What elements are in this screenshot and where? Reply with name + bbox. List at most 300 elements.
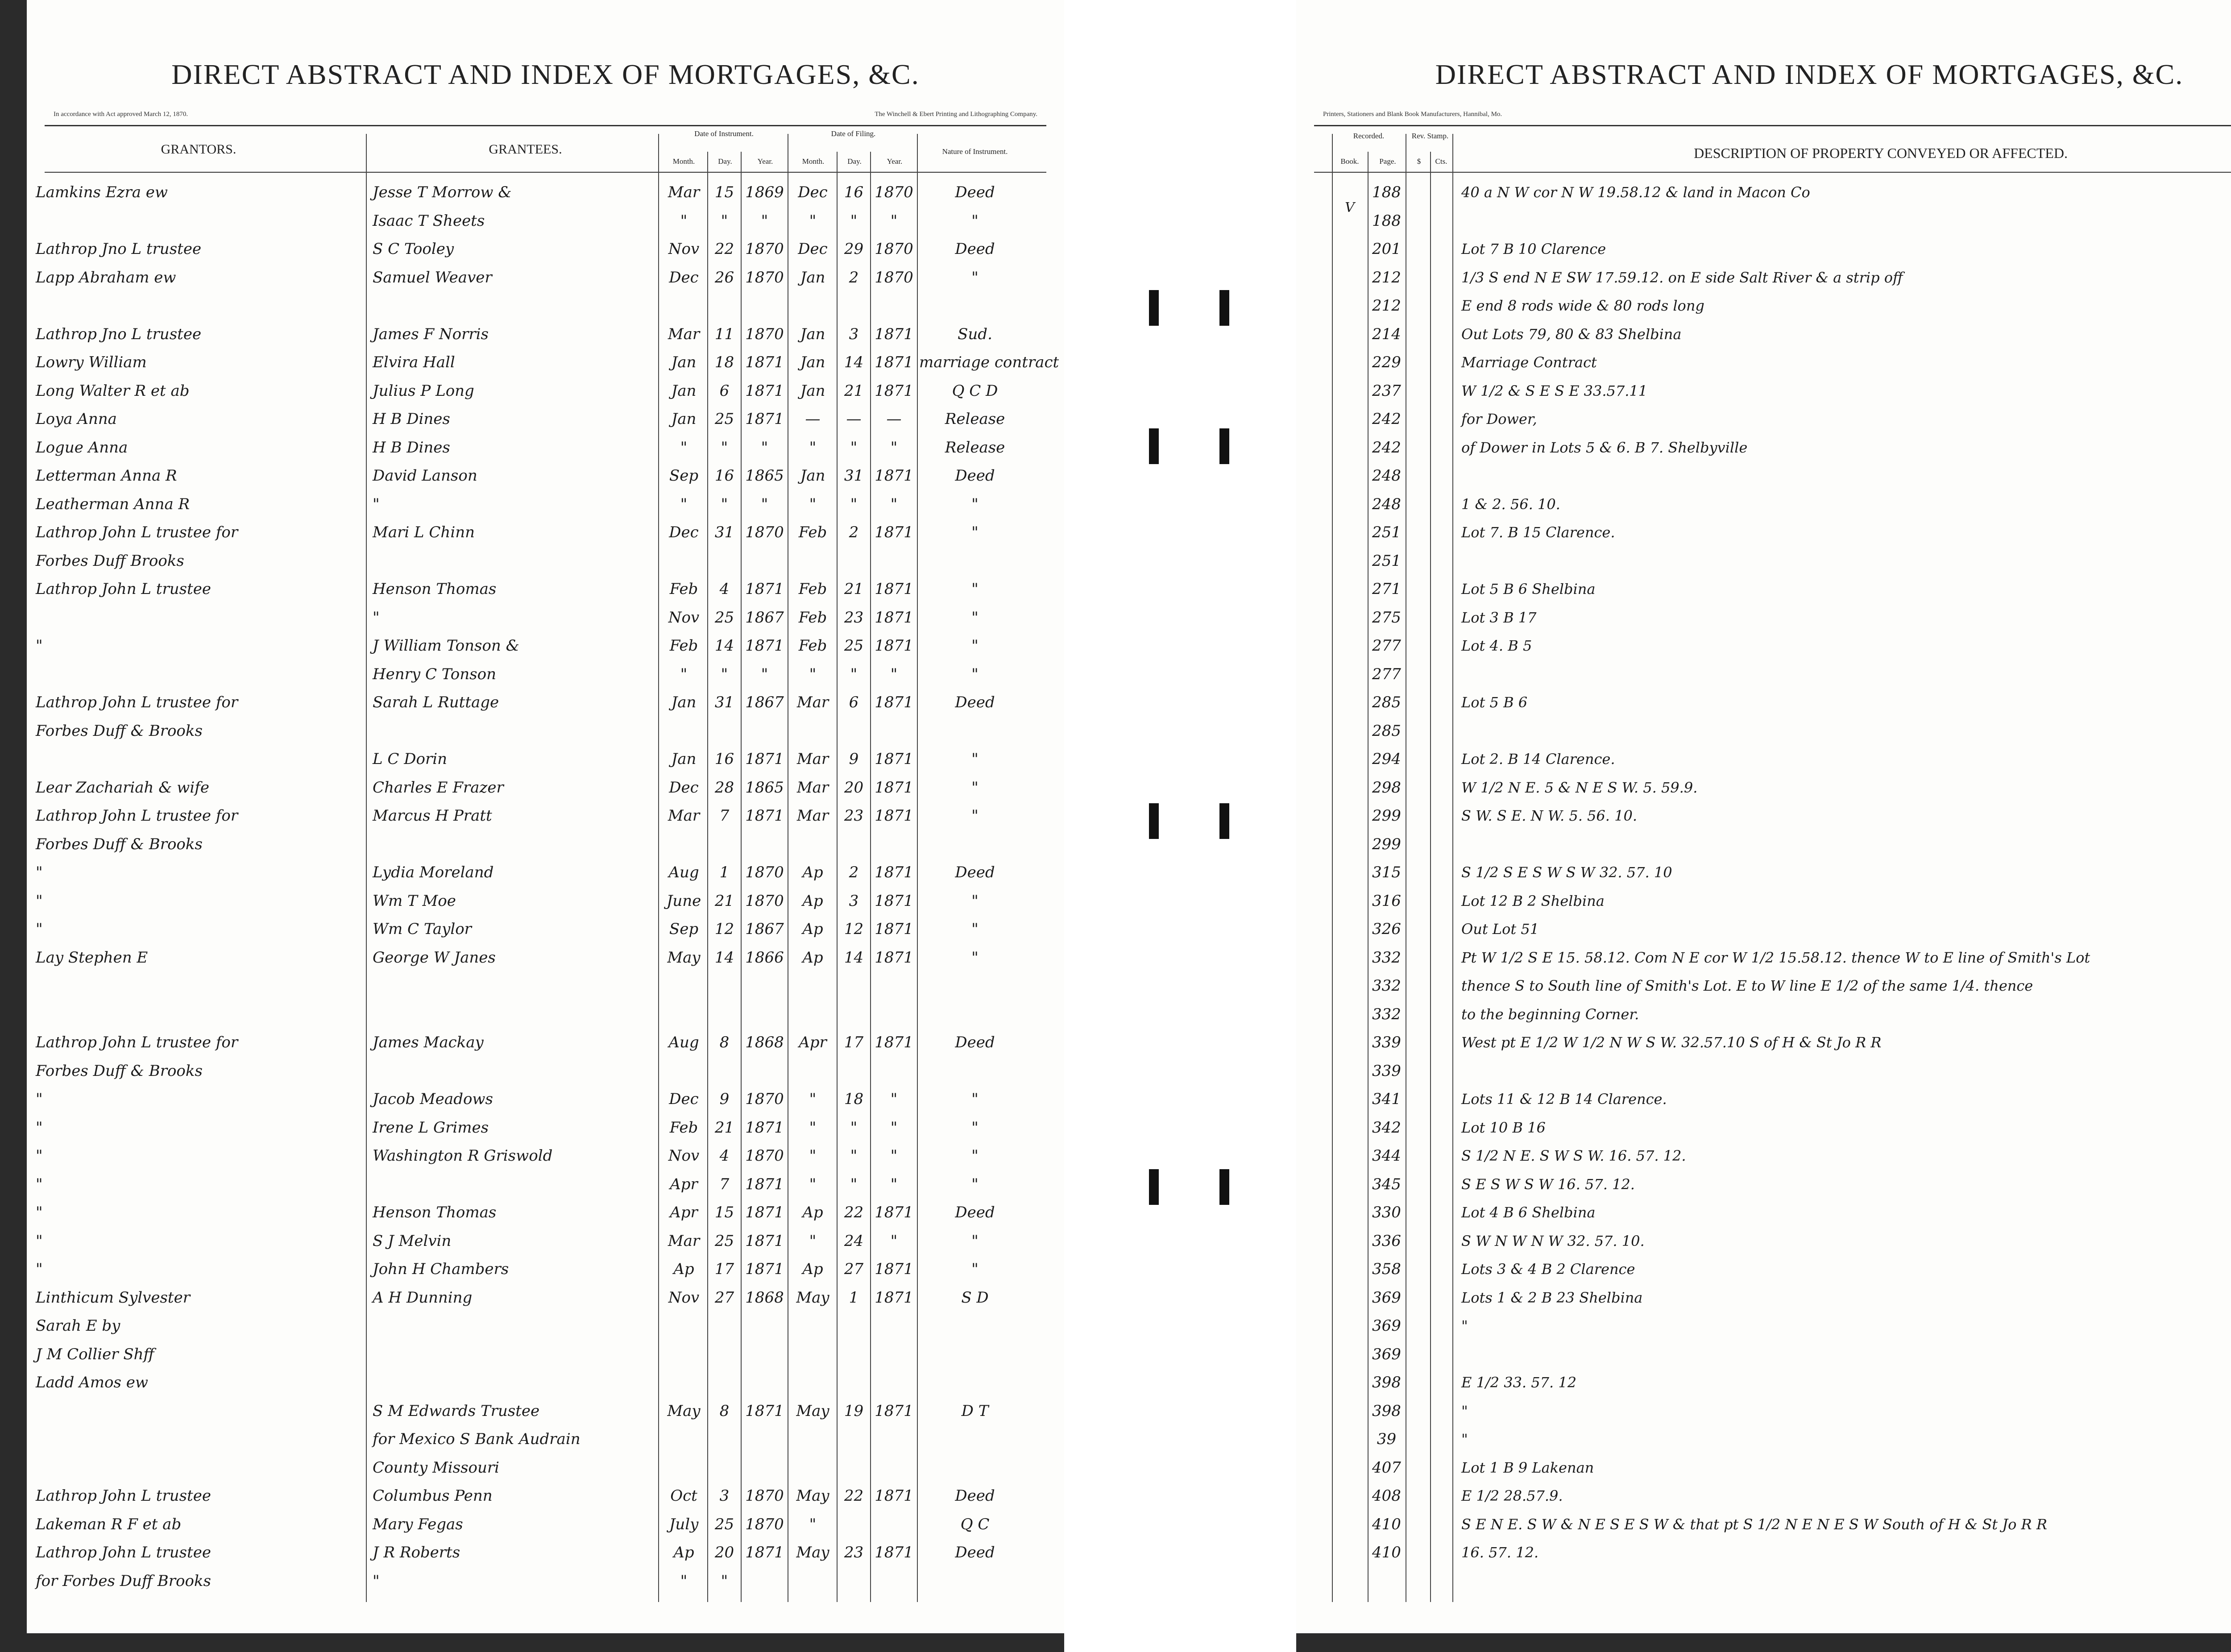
grantee-cell: Elvira Hall — [373, 353, 455, 371]
nature-cell — [919, 1341, 1031, 1368]
instrument-day-cell: 27 — [714, 1288, 734, 1307]
month-header: Month. — [672, 157, 695, 166]
filing-month-cell: Ap — [802, 920, 823, 938]
grantor-cell: Forbes Duff & Brooks — [36, 722, 203, 740]
filing-month-cell: Feb — [798, 637, 827, 655]
filing-day-cell — [838, 547, 870, 575]
instrument-year-cell: 1871 — [745, 637, 784, 655]
filing-month-cell: Apr — [799, 1034, 827, 1051]
instrument-day-cell: " — [721, 495, 728, 513]
table-row — [27, 519, 1064, 546]
book-header: Book. — [1340, 157, 1359, 166]
instrument-year-cell: 1869 — [745, 183, 784, 201]
filing-month-cell: Ap — [802, 892, 823, 910]
filing-year-cell: 1871 — [875, 807, 913, 825]
filing-month-cell — [789, 292, 837, 320]
right-ledger-page — [1296, 0, 2231, 1633]
table-row — [1296, 377, 2231, 405]
grantee-cell: James Mackay — [373, 1034, 484, 1051]
table-row — [27, 1369, 1064, 1396]
instrument-year-cell — [742, 1369, 788, 1396]
nature-cell: " — [971, 608, 979, 627]
table-row — [27, 717, 1064, 745]
page-number-cell: 332 — [1372, 948, 1401, 967]
table-row — [27, 320, 1064, 348]
nature-cell: Sud. — [958, 325, 992, 343]
grantee-cell: Mary Fegas — [373, 1515, 463, 1533]
filing-day-cell: " — [850, 1118, 858, 1137]
grantee-cell: Wm C Taylor — [373, 920, 472, 938]
filing-month-cell: Jan — [800, 353, 825, 371]
description-cell: Out Lots 79, 80 & 83 Shelbina — [1461, 325, 1682, 343]
grantor-cell: Lathrop Jno L trustee — [36, 325, 202, 343]
nature-cell: " — [971, 1260, 979, 1278]
grantee-cell — [373, 292, 656, 320]
description-cell — [1461, 717, 2231, 745]
nature-cell — [919, 972, 1031, 1000]
instrument-month-cell: " — [680, 665, 688, 683]
filing-day-cell: 3 — [849, 325, 859, 343]
instrument-day-cell: 16 — [714, 750, 734, 768]
table-row — [1296, 1284, 2231, 1312]
table-row — [1296, 178, 2231, 206]
page-number-cell: 316 — [1372, 892, 1401, 910]
instrument-day-cell: 4 — [719, 580, 730, 598]
instrument-year-cell: 1871 — [745, 580, 784, 598]
dollars-header: $ — [1417, 157, 1421, 166]
filing-day-cell — [838, 1000, 870, 1028]
instrument-month-cell: Nov — [668, 608, 700, 627]
description-cell: Lot 7 B 10 Clarence — [1461, 241, 1606, 257]
nature-cell: " — [971, 1090, 979, 1108]
instrument-day-cell: 14 — [714, 948, 734, 967]
instrument-day-cell: 15 — [714, 1204, 734, 1221]
instrument-month-cell: Mar — [668, 183, 700, 201]
table-row — [1296, 547, 2231, 575]
page-number-cell: 339 — [1372, 1034, 1401, 1051]
instrument-year-cell: 1870 — [745, 240, 784, 258]
description-cell: S W. S E. N W. 5. 56. 10. — [1461, 807, 1637, 824]
filing-year-cell — [871, 1511, 917, 1538]
nature-cell — [919, 292, 1031, 320]
instrument-year-cell: 1866 — [745, 948, 784, 967]
grantor-cell: Ladd Amos ew — [36, 1374, 148, 1391]
nature-cell: " — [971, 580, 979, 598]
instrument-month-cell: " — [680, 438, 688, 457]
page-number-cell: 369 — [1372, 1288, 1401, 1307]
page-number-cell: 242 — [1372, 410, 1401, 428]
instrument-day-cell: 31 — [714, 693, 734, 711]
left-ledger-page — [27, 0, 1064, 1633]
filing-month-cell: Ap — [802, 1260, 823, 1278]
nature-cell: Deed — [955, 1034, 995, 1051]
instrument-year-cell — [742, 1057, 788, 1085]
printer-note: The Winchell & Ebert Printing and Lithographing Company. — [875, 111, 1037, 118]
filing-year-cell: " — [890, 1118, 898, 1137]
filing-year-cell: 1871 — [875, 920, 913, 938]
instrument-year-cell: 1868 — [745, 1288, 784, 1307]
grantor-cell: " — [36, 1232, 43, 1250]
filing-month-cell — [789, 830, 837, 858]
page-number-cell: 410 — [1372, 1544, 1401, 1561]
filing-year-cell — [871, 972, 917, 1000]
nature-cell: " — [971, 212, 979, 230]
instrument-day-cell: 14 — [714, 637, 734, 655]
page-number-cell: 330 — [1372, 1204, 1401, 1221]
filing-month-cell — [789, 1567, 837, 1595]
table-row — [1296, 1341, 2231, 1368]
instrument-month-cell: Feb — [669, 637, 698, 655]
nature-cell: Deed — [955, 183, 995, 201]
instrument-month-cell: May — [667, 948, 701, 967]
filing-day-cell: 23 — [844, 807, 864, 825]
table-row — [27, 745, 1064, 773]
grantor-cell: " — [36, 920, 43, 938]
page-title: DIRECT ABSTRACT AND INDEX OF MORTGAGES, &C. — [1435, 58, 2184, 90]
page-number-cell: 188 — [1372, 212, 1401, 230]
table-row — [1296, 207, 2231, 235]
instrument-day-cell — [708, 830, 741, 858]
filing-day-cell: 14 — [844, 948, 864, 967]
filing-day-cell: 12 — [844, 920, 864, 938]
page-number-cell: 251 — [1372, 552, 1401, 570]
grantee-cell: Columbus Penn — [373, 1487, 493, 1505]
table-row — [1296, 1369, 2231, 1396]
instrument-month-cell: Mar — [668, 325, 700, 343]
table-row — [27, 575, 1064, 603]
filing-month-cell: Ap — [802, 863, 823, 881]
grantor-cell: " — [36, 1260, 43, 1278]
nature-cell: Release — [945, 438, 1005, 457]
instrument-day-cell: 18 — [714, 353, 734, 371]
grantee-cell: S C Tooley — [373, 240, 454, 258]
nature-cell — [919, 547, 1031, 575]
filing-month-cell: " — [809, 1175, 817, 1193]
instrument-day-cell: 25 — [714, 1515, 734, 1533]
instrument-year-cell — [742, 1567, 788, 1595]
page-number-cell: 229 — [1372, 353, 1401, 371]
page-number-cell: 214 — [1372, 325, 1401, 343]
date-filing-header: Date of Filing. — [831, 129, 876, 138]
description-cell: Lot 10 B 16 — [1461, 1119, 1546, 1136]
filing-year-cell: 1871 — [875, 892, 913, 910]
table-row — [27, 1425, 1064, 1453]
instrument-month-cell: " — [680, 495, 688, 513]
filing-day-cell: 6 — [849, 693, 859, 711]
filing-day-cell: " — [850, 438, 858, 457]
filing-day-cell — [838, 1369, 870, 1396]
filing-day-cell: 22 — [844, 1487, 864, 1505]
table-row — [1296, 717, 2231, 745]
instrument-day-cell: 6 — [719, 382, 730, 400]
instrument-year-cell: 1870 — [745, 892, 784, 910]
description-cell: E end 8 rods wide & 80 rods long — [1461, 297, 1704, 314]
instrument-day-cell — [708, 717, 741, 745]
instrument-day-cell: 15 — [714, 183, 734, 201]
instrument-year-cell — [742, 1341, 788, 1368]
description-cell: S 1/2 S E S W S W 32. 57. 10 — [1461, 864, 1672, 881]
table-row — [27, 1000, 1064, 1028]
page-number-cell: 251 — [1372, 523, 1401, 541]
filing-year-cell — [871, 1000, 917, 1028]
filing-year-cell: " — [890, 1147, 898, 1165]
table-row — [1296, 349, 2231, 376]
grantee-cell: H B Dines — [373, 438, 450, 457]
instrument-month-cell: Ap — [673, 1544, 694, 1561]
table-row — [27, 405, 1064, 433]
imprint-note: In accordance with Act approved March 12, 1870. — [54, 111, 188, 118]
grantee-cell: L C Dorin — [373, 750, 447, 768]
instrument-day-cell: 11 — [714, 325, 734, 343]
instrument-day-cell — [708, 1369, 741, 1396]
filing-year-cell: " — [890, 1232, 898, 1250]
instrument-month-cell: Aug — [668, 863, 699, 881]
page-number-cell: 188 — [1372, 183, 1401, 201]
table-row — [27, 915, 1064, 943]
description-cell: S E N E. S W & N E S E S W & that pt S 1/2 N E N E S W South of H & St Jo R R — [1461, 1515, 2047, 1533]
filing-year-cell: 1870 — [875, 183, 913, 201]
table-row — [27, 604, 1064, 631]
description-cell — [1461, 1567, 2231, 1595]
filing-year-cell — [871, 1369, 917, 1396]
header-bottom-rule — [1314, 172, 2231, 173]
filing-day-cell: 17 — [844, 1034, 864, 1051]
instrument-year-cell — [742, 717, 788, 745]
filing-day-cell: " — [850, 495, 858, 513]
filing-month-cell: Feb — [798, 580, 827, 598]
grantor-cell: Lamkins Ezra ew — [36, 183, 168, 201]
grantor-cell — [36, 972, 364, 1000]
filing-day-cell: 2 — [849, 268, 859, 286]
grantee-cell: S M Edwards Trustee — [373, 1402, 540, 1420]
grantee-cell: David Lanson — [373, 467, 477, 485]
instrument-day-cell: 25 — [714, 1232, 734, 1250]
filing-day-cell: 18 — [844, 1090, 864, 1108]
grantor-cell: Forbes Duff & Brooks — [36, 835, 203, 853]
nature-cell: " — [971, 1118, 979, 1137]
nature-cell — [919, 830, 1031, 858]
instrument-day-cell — [708, 1425, 741, 1453]
table-row — [1296, 292, 2231, 320]
instrument-month-cell: Jan — [671, 410, 697, 428]
filing-year-cell: 1871 — [875, 580, 913, 598]
grantee-cell: Jesse T Morrow & — [373, 183, 512, 201]
table-row — [27, 264, 1064, 291]
instrument-year-cell: 1871 — [745, 410, 784, 428]
nature-cell: " — [971, 1175, 979, 1193]
instrument-day-cell — [708, 1057, 741, 1085]
grantee-cell: for Mexico S Bank Audrain — [373, 1430, 581, 1448]
page-number-cell: 237 — [1372, 382, 1401, 400]
grantor-cell: Lowry William — [36, 353, 147, 371]
grantees-header: GRANTEES. — [489, 142, 562, 157]
filing-year-cell: 1871 — [875, 637, 913, 655]
instrument-day-cell: 7 — [719, 807, 730, 825]
filing-day-cell — [838, 1341, 870, 1368]
filing-month-cell: " — [809, 1515, 817, 1533]
instrument-year-cell: 1870 — [745, 1487, 784, 1505]
nature-cell: " — [971, 892, 979, 910]
filing-year-cell: 1871 — [875, 353, 913, 371]
filing-year-cell: 1871 — [875, 608, 913, 627]
instrument-year-cell: 1867 — [745, 608, 784, 627]
table-row — [27, 349, 1064, 376]
filing-year-cell — [871, 1341, 917, 1368]
page-number-cell: 212 — [1372, 297, 1401, 315]
filing-day-cell: " — [850, 1175, 858, 1193]
description-cell: Lot 1 B 9 Lakenan — [1461, 1459, 1594, 1476]
description-cell: 16. 57. 12. — [1461, 1544, 1539, 1561]
description-cell: Marriage Contract — [1461, 354, 1597, 371]
filing-year-cell: 1871 — [875, 750, 913, 768]
cents-header: Cts. — [1435, 157, 1447, 166]
instrument-day-cell — [708, 292, 741, 320]
grantee-cell: J R Roberts — [373, 1544, 460, 1561]
table-row — [1296, 1425, 2231, 1453]
filing-month-cell — [789, 1454, 837, 1482]
page-header: Page. — [1379, 157, 1396, 166]
filing-year-cell — [871, 830, 917, 858]
filing-month-cell: " — [809, 495, 817, 513]
instrument-day-cell: 4 — [719, 1147, 730, 1165]
nature-cell: Release — [945, 410, 1005, 428]
grantor-cell: Lay Stephen E — [36, 948, 148, 967]
filing-month-cell: Mar — [796, 778, 829, 797]
table-row — [27, 689, 1064, 716]
grantee-cell — [373, 1057, 656, 1085]
page-number-cell: 369 — [1372, 1317, 1401, 1335]
instrument-year-cell: 1871 — [745, 1232, 784, 1250]
grantor-cell — [36, 1000, 364, 1028]
grantee-cell: Mari L Chinn — [373, 523, 475, 541]
grantee-cell: A H Dunning — [373, 1288, 473, 1307]
description-cell: S W N W N W 32. 57. 10. — [1461, 1232, 1645, 1249]
description-cell: to the beginning Corner. — [1461, 1005, 1639, 1023]
table-row — [27, 1539, 1064, 1566]
page-number-cell: 294 — [1372, 750, 1401, 768]
instrument-month-cell: Apr — [670, 1204, 698, 1221]
filing-day-cell: 23 — [844, 608, 864, 627]
instrument-year-cell: 1870 — [745, 1090, 784, 1108]
instrument-year-cell: " — [761, 438, 768, 457]
book-number: V — [1345, 200, 1355, 216]
description-cell: Lots 1 & 2 B 23 Shelbina — [1461, 1289, 1643, 1306]
filing-month-cell: Ap — [802, 948, 823, 967]
nature-cell: Deed — [955, 1487, 995, 1505]
grantor-cell — [36, 1397, 364, 1425]
nature-cell: " — [971, 1232, 979, 1250]
table-row — [1296, 1085, 2231, 1113]
page-number-cell: 345 — [1372, 1175, 1401, 1193]
filing-month-cell — [789, 1341, 837, 1368]
nature-header: Nature of Instrument. — [942, 147, 1008, 156]
table-row — [1296, 1511, 2231, 1538]
table-row — [1296, 915, 2231, 943]
description-cell — [1461, 462, 2231, 490]
instrument-day-cell: 1 — [719, 863, 730, 881]
page-number-cell: 342 — [1372, 1118, 1401, 1137]
grantor-cell: Long Walter R et ab — [36, 382, 190, 400]
instrument-month-cell: Nov — [668, 1147, 700, 1165]
grantor-cell: Lathrop John L trustee for — [36, 693, 238, 711]
instrument-month-cell — [660, 1312, 707, 1340]
grantor-cell: Forbes Duff & Brooks — [36, 1062, 203, 1080]
filing-year-cell: " — [890, 438, 898, 457]
filing-year-cell: 1871 — [875, 1402, 913, 1420]
instrument-month-cell: Dec — [669, 268, 699, 286]
binding-hole — [1219, 290, 1229, 326]
month-header: Month. — [802, 157, 825, 166]
instrument-year-cell: 1871 — [745, 807, 784, 825]
filing-month-cell: Mar — [796, 807, 829, 825]
description-cell: " — [1461, 1317, 1468, 1334]
grantor-cell: Lathrop John L trustee — [36, 1544, 211, 1561]
filing-month-cell — [789, 1057, 837, 1085]
description-cell: Lot 7. B 15 Clarence. — [1461, 524, 1615, 541]
page-number-cell: 326 — [1372, 920, 1401, 938]
instrument-day-cell: 17 — [714, 1260, 734, 1278]
instrument-day-cell — [708, 972, 741, 1000]
grantor-cell — [36, 745, 364, 773]
table-row — [27, 632, 1064, 660]
page-number-cell: 201 — [1372, 240, 1401, 258]
instrument-day-cell: 25 — [714, 410, 734, 428]
rev-stamp-header: Rev. Stamp. — [1411, 132, 1449, 140]
instrument-year-cell: 1870 — [745, 268, 784, 286]
instrument-month-cell: Nov — [668, 240, 700, 258]
nature-cell — [919, 1369, 1031, 1396]
filing-day-cell: 2 — [849, 523, 859, 541]
grantee-cell — [373, 1341, 656, 1368]
grantee-cell: County Missouri — [373, 1458, 500, 1477]
filing-day-cell — [838, 830, 870, 858]
nature-cell — [919, 1425, 1031, 1453]
instrument-year-cell: 1870 — [745, 325, 784, 343]
grantor-cell: Logue Anna — [36, 438, 128, 457]
table-row — [27, 1057, 1064, 1085]
description-cell: Lot 3 B 17 — [1461, 609, 1537, 626]
table-row — [1296, 519, 2231, 546]
table-row — [1296, 745, 2231, 773]
grantee-cell — [373, 717, 656, 745]
table-row — [27, 377, 1064, 405]
instrument-year-cell — [742, 547, 788, 575]
table-row — [27, 830, 1064, 858]
instrument-day-cell — [708, 1454, 741, 1482]
page-number-cell: 299 — [1372, 807, 1401, 825]
page-number-cell: 341 — [1372, 1090, 1401, 1108]
page-number-cell — [1368, 1567, 1406, 1595]
table-row — [27, 547, 1064, 575]
instrument-day-cell: " — [721, 665, 728, 683]
filing-year-cell: 1871 — [875, 948, 913, 967]
instrument-month-cell: May — [667, 1402, 701, 1420]
description-header: DESCRIPTION OF PROPERTY CONVEYED OR AFFECTED. — [1694, 145, 2068, 161]
grantee-cell — [373, 1171, 656, 1198]
table-row — [27, 1114, 1064, 1141]
table-row — [27, 1142, 1064, 1170]
description-cell: Lot 4. B 5 — [1461, 637, 1532, 654]
binding-hole — [1149, 290, 1159, 326]
table-row — [27, 1312, 1064, 1340]
table-row — [27, 178, 1064, 206]
instrument-month-cell: Nov — [668, 1288, 700, 1307]
table-row — [27, 1567, 1064, 1595]
page-number-cell: 285 — [1372, 693, 1401, 711]
header-rule — [1314, 125, 2231, 126]
table-row — [1296, 1114, 2231, 1141]
instrument-month-cell — [660, 717, 707, 745]
